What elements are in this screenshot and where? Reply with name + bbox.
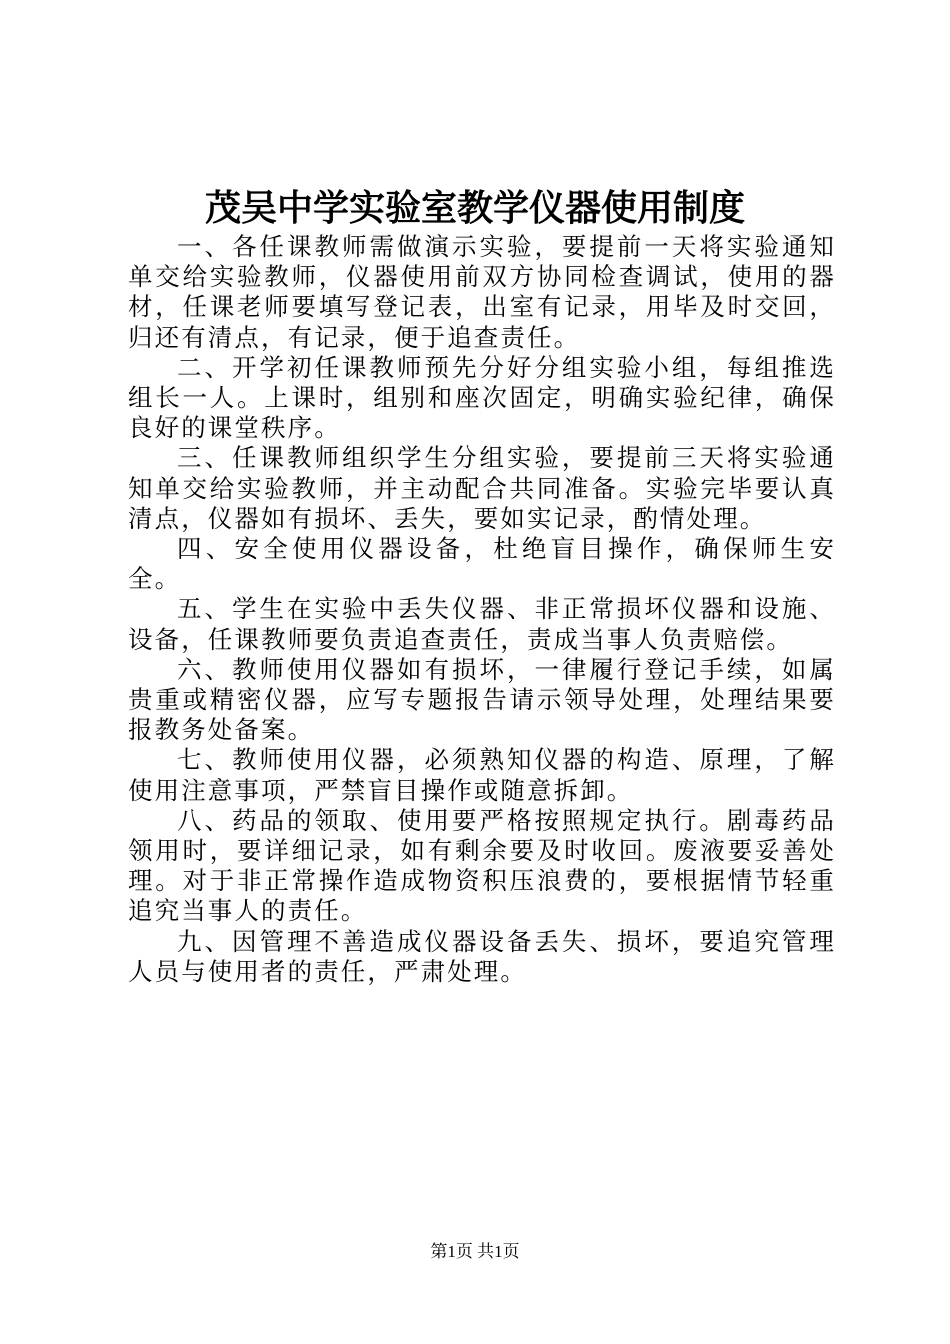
paragraph-9: 九、因管理不善造成仪器设备丢失、损坏，要追究管理人员与使用者的责任，严肃处理。 (128, 926, 836, 986)
paragraph-1: 一、各任课教师需做演示实验，要提前一天将实验通知单交给实验教师，仪器使用前双方协同检查调试，使用的器材，任课老师要填写登记表，出室有记录，用毕及时交回，归还有清点，有记录，便于追查责任。 (128, 232, 836, 352)
document-body (128, 232, 836, 987)
paragraph-5: 五、学生在实验中丢失仪器、非正常损坏仪器和设施、设备，任课教师要负责追查责任，责成当事人负责赔偿。 (128, 594, 836, 654)
paragraph-6: 六、教师使用仪器如有损坏，一律履行登记手续，如属贵重或精密仪器，应写专题报告请示领导处理，处理结果要报教务处备案。 (128, 654, 836, 745)
paragraph-7: 七、教师使用仪器，必须熟知仪器的构造、原理，了解使用注意事项，严禁盲目操作或随意拆卸。 (128, 745, 836, 805)
paragraph-8: 八、药品的领取、使用要严格按照规定执行。剧毒药品领用时，要详细记录，如有剩余要及时收回。废液要妥善处理。对于非正常操作造成物资积压浪费的，要根据情节轻重追究当事人的责任。 (128, 805, 836, 926)
document-title: 茂吴中学实验室教学仪器使用制度 (204, 188, 745, 229)
paragraph-4: 四、安全使用仪器设备，杜绝盲目操作，确保师生安全。 (128, 534, 836, 594)
paragraph-2: 二、开学初任课教师预先分好分组实验小组，每组推选组长一人。上课时，组别和座次固定，明确实验纪律，确保良好的课堂秩序。 (128, 352, 836, 443)
page-footer: 第1页 共1页 (430, 1242, 520, 1261)
paragraph-3: 三、任课教师组织学生分组实验，要提前三天将实验通知单交给实验教师，并主动配合共同准备。实验完毕要认真清点，仪器如有损坏、丢失，要如实记录，酌情处理。 (128, 443, 836, 533)
